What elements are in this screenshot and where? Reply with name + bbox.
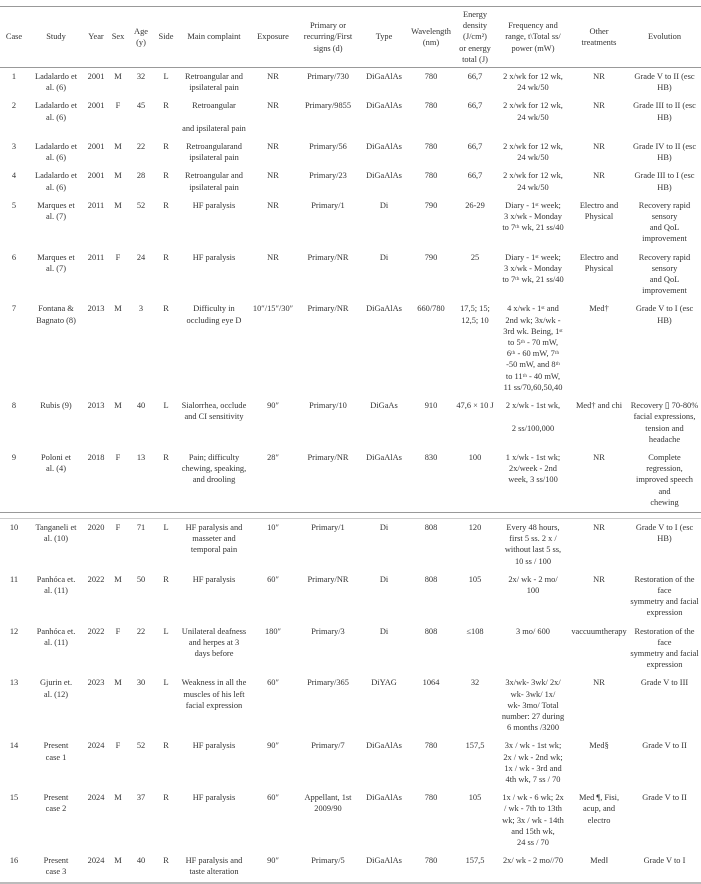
table-row [0, 197, 701, 249]
cell-evolution: Grade V to I (esc HB) [635, 522, 694, 544]
cell-evolution: Grade III to I (esc HB) [634, 171, 695, 192]
cell-energy-density: 105 [468, 793, 482, 803]
cell-type: Di [379, 574, 389, 584]
cell-age: 3 [138, 304, 144, 314]
cell-sex: M [114, 72, 122, 82]
header-energy-density: Energy density (J/cm²) or energy total (J) [459, 10, 491, 64]
table-row [0, 449, 701, 513]
table-row [0, 737, 701, 789]
cell-sex: F [115, 252, 121, 262]
cell-main-complaint: Retroangular and ipsilateral pain [182, 101, 246, 133]
cell-side: L [163, 678, 169, 688]
case-comparison-table [0, 6, 701, 884]
cell-other-treatments: NR [593, 574, 605, 584]
table-row [0, 518, 701, 570]
cell-evolution: Grade V to I (esc HB) [635, 304, 694, 325]
cell-sex: M [114, 200, 122, 210]
cell-sex: M [114, 793, 122, 803]
cell-energy-density: 17,5; 15; 12,5; 10 [460, 304, 490, 325]
cell-exposure: 180″ [264, 626, 282, 636]
cell-other-treatments: NR [593, 522, 605, 532]
cell-other-treatments: Electro and Physical [579, 252, 619, 273]
cell-exposure: 60″ [267, 678, 279, 688]
header-evolution: Evolution [647, 32, 682, 42]
cell-primary-first-signs: Primary/3 [311, 626, 345, 636]
cell-primary-first-signs: Primary/NR [307, 452, 349, 462]
cell-type: Di [379, 200, 389, 210]
header-exposure: Exposure [257, 32, 289, 42]
header-primary-first-signs: Primary or recurring/First signs (d) [303, 21, 353, 53]
cell-year: 2011 [87, 200, 105, 210]
cell-side: L [163, 522, 169, 532]
cell-frequency: 2 x/wk for 12 wk, 24 wk/50 [503, 101, 563, 122]
cell-case: 8 [11, 401, 17, 411]
cell-case: 15 [9, 793, 19, 803]
cell-sex: M [114, 142, 122, 152]
cell-exposure: 10″ [267, 522, 279, 532]
cell-energy-density: 26-29 [465, 200, 485, 210]
cell-main-complaint: Retroangular and ipsilateral pain [185, 72, 243, 93]
cell-type: Di [379, 626, 389, 636]
cell-energy-density: 66,7 [467, 142, 483, 152]
cell-year: 2001 [87, 101, 105, 111]
cell-case: 16 [9, 856, 19, 866]
table-row [0, 674, 701, 737]
cell-energy-density: ≤108 [466, 626, 484, 636]
cell-study: Ladalardo et al. (6) [34, 171, 78, 192]
cell-sex: F [115, 101, 121, 111]
cell-case: 7 [11, 304, 17, 314]
cell-frequency: 2x/ wk - 2 mo/ 100 [508, 574, 558, 595]
cell-case: 9 [11, 452, 17, 462]
header-study: Study [46, 32, 66, 42]
cell-energy-density: 100 [468, 452, 482, 462]
cell-exposure: 90″ [267, 856, 279, 866]
cell-wavelength: 808 [424, 522, 438, 532]
cell-exposure: 90″ [267, 741, 279, 751]
cell-wavelength: 780 [424, 171, 438, 181]
cell-study: Panhóca et. al. (11) [36, 574, 76, 595]
cell-energy-density: 25 [470, 252, 480, 262]
cell-frequency: 2 x/wk - 1st wk, 2 ss/100,000 [505, 401, 561, 433]
cell-type: Di [379, 252, 389, 262]
cell-sex: M [114, 171, 122, 181]
cell-main-complaint: Sialorrhea, occlude and CI sensitivity [181, 401, 247, 422]
cell-year: 2018 [87, 452, 105, 462]
cell-other-treatments: NR [593, 171, 605, 181]
table-row [0, 300, 701, 397]
cell-year: 2024 [87, 793, 105, 803]
cell-case: 14 [9, 741, 19, 751]
cell-sex: M [114, 574, 122, 584]
cell-type: DiGaAlAs [366, 793, 402, 803]
header-age: Age (y) [134, 26, 148, 47]
cell-exposure: NR [267, 252, 279, 262]
cell-energy-density: 66,7 [467, 101, 483, 111]
cell-age: 40 [136, 401, 146, 411]
table-row [0, 571, 701, 623]
cell-age: 28 [136, 171, 146, 181]
cell-frequency: Diary - 1ˢᵗ week; 3 x/wk - Monday to 7ᵗʰ wk, 21 ss/40 [502, 252, 564, 285]
cell-year: 2013 [87, 401, 105, 411]
cell-main-complaint: HF paralysis [192, 252, 236, 262]
cell-main-complaint: HF paralysis and masseter and temporal pain [185, 522, 243, 555]
cell-age: 52 [136, 200, 146, 210]
cell-exposure: NR [267, 200, 279, 210]
cell-frequency: Diary - 1ˢᵗ week; 3 x/wk - Monday to 7ᵗʰ wk, 21 ss/40 [502, 200, 564, 233]
cell-study: Panhóca et. al. (11) [36, 626, 76, 647]
cell-primary-first-signs: Primary/365 [307, 678, 349, 688]
cell-case: 11 [9, 574, 19, 584]
cell-type: DiGaAlAs [366, 304, 402, 314]
cell-wavelength: 780 [424, 741, 438, 751]
cell-energy-density: 157,5 [465, 856, 485, 866]
cell-age: 32 [136, 72, 146, 82]
cell-study: Ladalardo et al. (6) [34, 142, 78, 163]
cell-exposure: NR [267, 101, 279, 111]
cell-wavelength: 780 [424, 101, 438, 111]
cell-primary-first-signs: Primary/NR [307, 304, 349, 314]
cell-year: 2020 [87, 522, 105, 532]
cell-age: 71 [136, 522, 146, 532]
cell-side: R [163, 856, 169, 866]
cell-frequency: 2x/ wk - 2 mo//70 [502, 856, 564, 866]
table-header-row [0, 7, 701, 68]
cell-type: DiYAG [371, 678, 397, 688]
cell-exposure: NR [267, 171, 279, 181]
cell-type: Di [379, 522, 389, 532]
cell-other-treatments: vaccuumtherapy [571, 626, 627, 636]
cell-side: R [163, 574, 169, 584]
cell-evolution: Grade III to II (esc HB) [633, 101, 696, 122]
cell-side: L [163, 626, 169, 636]
cell-type: DiGaAlAs [366, 171, 402, 181]
cell-frequency: Every 48 hours, first 5 ss. 2 x / without last 5 ss, 10 ss / 100 [504, 522, 562, 566]
cell-evolution: Grade V to II [642, 793, 687, 803]
cell-frequency: 1 x/wk - 1st wk; 2x/week - 2nd week, 3 ss/100 [505, 452, 561, 485]
cell-main-complaint: HF paralysis [192, 741, 236, 751]
cell-other-treatments: Med† and chi [575, 401, 623, 411]
table-row [0, 397, 701, 449]
table-row [0, 97, 701, 138]
cell-study: Present case 1 [43, 741, 69, 762]
cell-age: 13 [136, 452, 146, 462]
cell-wavelength: 790 [424, 200, 438, 210]
cell-wavelength: 780 [424, 142, 438, 152]
cell-study: Marques et al. (7) [37, 252, 75, 273]
cell-type: DiGaAs [370, 401, 398, 411]
cell-sex: M [114, 304, 122, 314]
cell-evolution: Grade IV to II (esc HB) [632, 142, 697, 163]
cell-evolution: Recovery rapid sensory and QoL improvement [638, 200, 691, 244]
cell-other-treatments: Med§ [589, 741, 609, 751]
cell-wavelength: 808 [424, 574, 438, 584]
cell-case: 10 [9, 522, 19, 532]
cell-frequency: 3 mo/ 600 [516, 626, 550, 636]
cell-evolution: Recovery rapid sensory and QoL improvement [638, 252, 691, 296]
cell-sex: M [114, 678, 122, 688]
cell-primary-first-signs: Primary/5 [311, 856, 345, 866]
cell-year: 2011 [87, 252, 105, 262]
cell-year: 2001 [87, 142, 105, 152]
table-row [0, 789, 701, 852]
cell-sex: F [115, 522, 121, 532]
cell-frequency: 4 x/wk - 1ˢᵗ and 2nd wk; 3x/wk - 3rd wk. Being, 1ˢᵗ to 5ᵗʰ - 70 mW, 6ᵗʰ - 60 mW, 7ᵗʰ -50 mW, and 8ᵗʰ to 11ᵗʰ - 40 mW, 11 ss/70,60,50,40 [503, 304, 563, 392]
cell-study: Ladalardo et al. (6) [34, 72, 78, 93]
cell-age: 52 [136, 741, 146, 751]
cell-age: 37 [136, 793, 146, 803]
cell-type: DiGaAlAs [366, 856, 402, 866]
cell-main-complaint: HF paralysis [192, 574, 236, 584]
cell-energy-density: 47,6 × 10 J [456, 401, 494, 411]
cell-evolution: Grade V to II (esc HB) [634, 72, 695, 93]
header-sex: Sex [111, 32, 125, 42]
cell-evolution: Complete regression, improved speech and chewing [636, 452, 693, 507]
cell-year: 2001 [87, 171, 105, 181]
cell-year: 2024 [87, 856, 105, 866]
cell-sex: F [115, 452, 121, 462]
cell-sex: M [114, 401, 122, 411]
cell-year: 2024 [87, 741, 105, 751]
cell-case: 3 [11, 142, 17, 152]
cell-side: L [163, 72, 169, 82]
cell-case: 6 [11, 252, 17, 262]
cell-exposure: NR [267, 72, 279, 82]
cell-side: R [163, 200, 169, 210]
cell-study: Poloni et al. (4) [40, 452, 71, 474]
cell-wavelength: 780 [424, 793, 438, 803]
cell-case: 2 [11, 101, 17, 111]
header-other-treatments: Other treatments [581, 26, 617, 47]
cell-main-complaint: HF paralysis [192, 200, 236, 210]
cell-exposure: 60″ [267, 793, 279, 803]
cell-wavelength: 790 [424, 252, 438, 262]
cell-side: R [163, 101, 169, 111]
cell-exposure: 28″ [267, 452, 279, 462]
cell-age: 45 [136, 101, 146, 111]
cell-case: 5 [11, 200, 17, 210]
cell-frequency: 3x / wk - 1st wk; 2x / wk - 2nd wk; 1x / wk - 3rd and 4th wk, 7 ss / 70 [503, 741, 563, 784]
table-row [0, 68, 701, 98]
cell-type: DiGaAlAs [366, 101, 402, 111]
cell-energy-density: 120 [468, 522, 482, 532]
cell-main-complaint: HF paralysis and taste alteration [185, 856, 243, 877]
cell-side: R [163, 171, 169, 181]
cell-evolution: Restoration of the face symmetry and facial expression [630, 626, 699, 670]
cell-wavelength: 808 [424, 626, 438, 636]
cell-study: Present case 2 [43, 793, 69, 814]
cell-case: 13 [9, 678, 19, 688]
table-row [0, 167, 701, 196]
cell-type: DiGaAlAs [366, 72, 402, 82]
header-main-complaint: Main complaint [187, 32, 241, 42]
cell-evolution: Grade V to II [642, 741, 687, 751]
cell-energy-density: 105 [468, 574, 482, 584]
table-row [0, 138, 701, 167]
cell-side: R [163, 252, 169, 262]
table-row [0, 623, 701, 675]
table-row [0, 249, 701, 301]
table-row [0, 852, 701, 882]
cell-frequency: 2 x/wk for 12 wk, 24 wk/50 [503, 142, 563, 163]
cell-year: 2022 [87, 626, 105, 636]
cell-wavelength: 830 [424, 452, 438, 462]
cell-wavelength: 910 [424, 401, 438, 411]
cell-side: R [163, 741, 169, 751]
cell-primary-first-signs: Appellant, 1st 2009/90 [304, 793, 352, 814]
cell-primary-first-signs: Primary/1 [311, 200, 345, 210]
cell-other-treatments: Med‖ [590, 856, 608, 866]
cell-main-complaint: Unilateral deafness and herpes at 3 days before [181, 626, 247, 658]
cell-main-complaint: Weakness in all the muscles of his left facial expression [181, 678, 247, 710]
cell-exposure: 90″ [267, 401, 279, 411]
cell-type: DiGaAlAs [366, 452, 402, 462]
cell-study: Ladalardo et al. (6) [34, 101, 78, 122]
cell-frequency: 3x/wk- 3wk/ 2x/ wk- 3wk/ 1x/ wk- 3mo/ Total number: 27 during 6 months /3200 [501, 678, 565, 733]
cell-primary-first-signs: Primary/9855 [304, 101, 352, 111]
cell-evolution: Grade V to I [643, 856, 686, 866]
cell-other-treatments: Electro and Physical [579, 200, 619, 222]
cell-primary-first-signs: Primary/56 [309, 142, 347, 152]
cell-main-complaint: HF paralysis [192, 793, 236, 803]
cell-year: 2023 [87, 678, 105, 688]
cell-type: DiGaAlAs [366, 142, 402, 152]
cell-side: R [163, 452, 169, 462]
cell-study: Rubis (9) [40, 401, 72, 411]
cell-year: 2001 [87, 72, 105, 82]
cell-year: 2013 [87, 304, 105, 314]
cell-exposure: 10″/15″/30″ [252, 304, 294, 314]
cell-age: 30 [136, 678, 146, 688]
cell-primary-first-signs: Primary/7 [311, 741, 345, 751]
cell-evolution: Recovery ▯ 70-80% facial expressions, tension and headache [630, 401, 699, 444]
cell-study: Gjurin et. al. (12) [39, 678, 73, 699]
cell-side: R [163, 142, 169, 152]
header-type: Type [375, 32, 393, 42]
cell-primary-first-signs: Primary/NR [307, 574, 349, 584]
cell-study: Tanganeli et al. (10) [35, 522, 77, 544]
cell-sex: F [115, 741, 121, 751]
cell-energy-density: 66,7 [467, 171, 483, 181]
cell-exposure: 60″ [267, 574, 279, 584]
cell-main-complaint: Pain; difficulty chewing, speaking, and drooling [181, 452, 247, 485]
cell-age: 22 [136, 142, 146, 152]
cell-wavelength: 780 [424, 72, 438, 82]
cell-wavelength: 660/780 [417, 304, 445, 314]
cell-primary-first-signs: Primary/NR [307, 252, 349, 262]
cell-case: 4 [11, 171, 17, 181]
cell-primary-first-signs: Primary/10 [309, 401, 347, 411]
cell-wavelength: 780 [424, 856, 438, 866]
cell-frequency: 1x / wk - 6 wk; 2x / wk - 7th to 13th wk; 3x / wk - 14th and 15th wk, 24 ss / 70 [502, 793, 564, 847]
header-wavelength: Wavelength (nm) [411, 26, 451, 47]
cell-age: 22 [136, 626, 146, 636]
cell-type: DiGaAlAs [366, 741, 402, 751]
cell-study: Present case 3 [43, 856, 69, 877]
cell-primary-first-signs: Primary/730 [307, 72, 349, 82]
cell-energy-density: 32 [470, 678, 480, 688]
cell-sex: F [115, 626, 121, 636]
cell-case: 1 [11, 72, 17, 82]
cell-other-treatments: Med† [589, 304, 609, 314]
cell-study: Fontana & Bagnato (8) [36, 304, 76, 325]
cell-year: 2022 [87, 574, 105, 584]
cell-wavelength: 1064 [422, 678, 440, 688]
cell-other-treatments: Med ¶, Fisi, acup, and electro [578, 793, 620, 825]
cell-other-treatments: NR [593, 142, 605, 152]
cell-primary-first-signs: Primary/23 [309, 171, 347, 181]
header-side: Side [158, 32, 174, 42]
cell-other-treatments: NR [593, 72, 605, 82]
cell-evolution: Grade V to III [640, 678, 689, 688]
cell-case: 12 [9, 626, 19, 636]
cell-main-complaint: Difficulty in occluding eye D [186, 304, 242, 325]
cell-exposure: NR [267, 142, 279, 152]
cell-frequency: 2 x/wk for 12 wk, 24 wk/50 [503, 171, 563, 192]
cell-primary-first-signs: Primary/1 [311, 522, 345, 532]
cell-study: Marques et al. (7) [37, 200, 75, 222]
header-frequency: Frequency and range, t\Total ss/ power (mW) [505, 21, 561, 53]
cell-side: R [163, 304, 169, 314]
cell-other-treatments: NR [593, 678, 605, 688]
cell-side: R [163, 793, 169, 803]
cell-main-complaint: Retroangular and ipsilateral pain [185, 171, 243, 192]
cell-evolution: Restoration of the face symmetry and facial expression [630, 574, 699, 618]
cell-age: 40 [136, 856, 146, 866]
cell-age: 50 [136, 574, 146, 584]
cell-age: 24 [136, 252, 146, 262]
header-year: Year [88, 32, 104, 42]
cell-energy-density: 66,7 [467, 72, 483, 82]
cell-side: L [163, 401, 169, 411]
cell-main-complaint: Retroangularand ipsilateral pain [186, 142, 242, 163]
cell-energy-density: 157,5 [465, 741, 485, 751]
header-case: Case [5, 32, 23, 42]
cell-frequency: 2 x/wk for 12 wk, 24 wk/50 [503, 72, 563, 93]
cell-sex: M [114, 856, 122, 866]
cell-other-treatments: NR [593, 452, 605, 462]
cell-other-treatments: NR [593, 101, 605, 111]
